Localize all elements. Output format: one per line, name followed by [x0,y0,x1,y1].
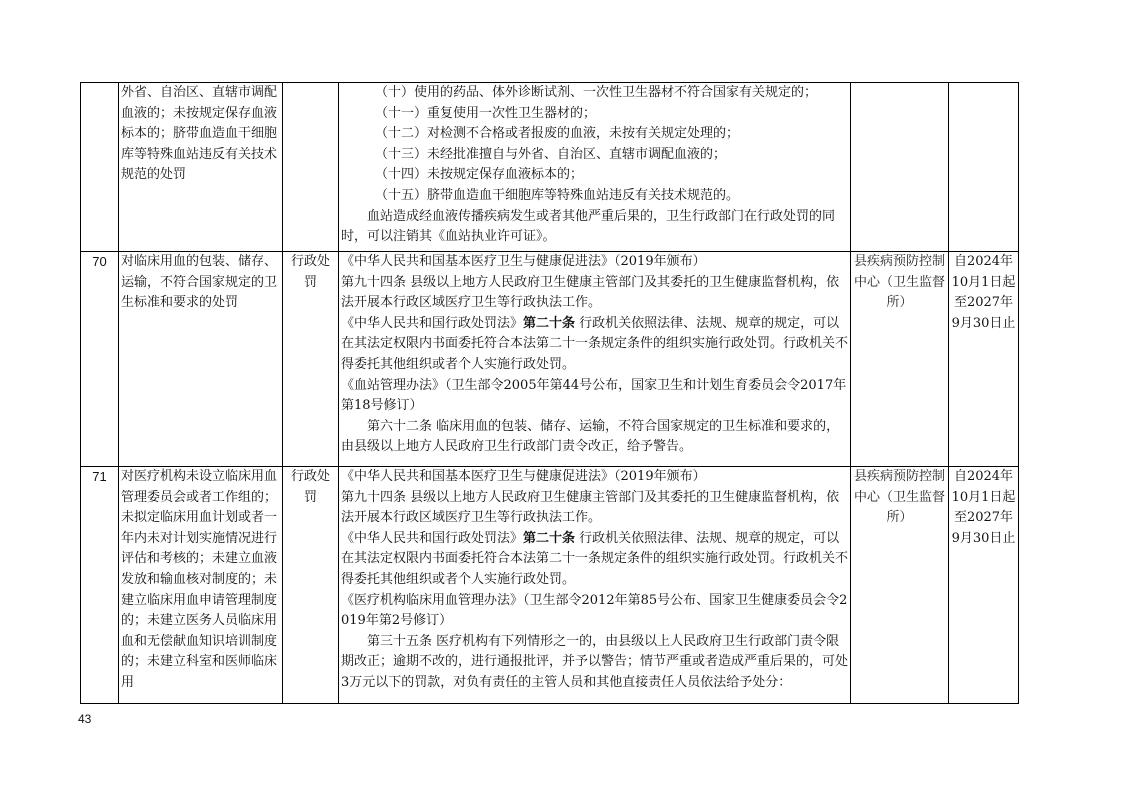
law-paragraph [341,529,848,591]
basis-item: （十二）对检测不合格或者报废的血液，未按有关规定处理的； [375,126,740,142]
page-number: 43 [78,712,92,726]
article-label: 第二十条 [523,315,576,331]
basis-item: （十五）脐带血造血干细胞库等特殊血站违反有关技术规范的。 [375,187,740,203]
period-cell: 自2024年10月1日起至2027年9月30日止 [949,467,1019,704]
penalty-type-cell [283,83,339,252]
row-number [81,83,119,252]
department-cell [851,83,949,252]
law-article: 行政机关依照法律、法规、规章的规定，可以在其法定权限内书面委托符合本法第二十一条规定条件的组织实施行政处罚。行政机关不得委托其他组织或者个人实施行政处罚。 [341,530,849,587]
legal-basis-cell [339,467,851,704]
table-row [81,83,1019,252]
period-cell: 自2024年10月1日起至2027年9月30日止 [949,252,1019,467]
table-row [81,252,1019,467]
law-article: 第九十四条 县级以上地方人民政府卫生健康主管部门及其委托的卫生健康监督机构，依法开展本行政区域医疗卫生等行政执法工作。 [341,489,840,526]
penalty-type-cell: 行政处罚 [283,467,339,704]
law-article: 第六十二条 临床用血的包装、储存、运输，不符合国家规定的卫生标准和要求的，由县级以上地方人民政府卫生行政部门责令改正，给予警告。 [341,418,840,455]
penalty-table [80,82,1019,704]
basis-item: （十一）重复使用一次性卫生器材的； [375,105,597,121]
law-article: 行政机关依照法律、法规、规章的规定，可以在其法定权限内书面委托符合本法第二十一条规定条件的组织实施行政处罚。行政机关不得委托其他组织或者个人实施行政处罚。 [341,315,849,372]
item-name-cell: 对临床用血的包装、储存、运输，不符合国家规定的卫生标准和要求的处罚 [119,252,283,467]
law-title: 《中华人民共和国行政处罚法》 [341,530,524,546]
department-cell: 县疾病预防控制中心（卫生监督所） [851,252,949,467]
legal-basis-cell [339,83,851,252]
row-number: 70 [81,252,119,467]
law-title: 《血站管理办法》（卫生部令2005年第44号公布，国家卫生和计划生育委员会令2017年第18号修订） [341,377,847,414]
law-title: 《中华人民共和国基本医疗卫生与健康促进法》（2019年颁布） [341,469,706,484]
item-name-cell: 对医疗机构未设立临床用血管理委员会或者工作组的；未拟定临床用血计划或者一年内未对计划实施情况进行评估和考核的；未建立血液发放和输血核对制度的；未建立临床用血申请管理制度的；未建立医务人员临床用血和无偿献血知识培训制度的；未建立科室和医师临床用 [119,467,283,704]
basis-paragraph: 血站造成经血液传播疾病发生或者其他严重后果的，卫生行政部门在行政处罚的同时，可以注销其《血站执业许可证》。 [341,208,836,245]
period-cell [949,83,1019,252]
row-number: 71 [81,467,119,704]
penalty-type-cell: 行政处罚 [283,252,339,467]
basis-item: （十四）未按规定保存血液标本的； [375,167,584,183]
basis-item: （十三）未经批准擅自与外省、自治区、直辖市调配血液的； [375,146,727,162]
basis-item: （十）使用的药品、体外诊断试剂、一次性卫生器材不符合国家有关规定的； [375,85,818,100]
law-title: 《中华人民共和国基本医疗卫生与健康促进法》（2019年颁布） [341,254,706,269]
department-cell: 县疾病预防控制中心（卫生监督所） [851,467,949,704]
item-name-cell: 外省、自治区、直辖市调配血液的；未按规定保存血液标本的；脐带血造血干细胞库等特殊血站违反有关技术规范的处罚 [119,83,283,252]
law-title: 《医疗机构临床用血管理办法》（卫生部令2012年第85号公布、国家卫生健康委员会令2019年第2号修订） [341,592,848,629]
law-paragraph [341,314,848,376]
law-article: 第三十五条 医疗机构有下列情形之一的，由县级以上人民政府卫生行政部门责令限期改正；逾期不改的，进行通报批评，并予以警告；情节严重或者造成严重后果的，可处3万元以下的罚款，对负有责任的主管人员和其他直接责任人员依法给予处分： [341,633,849,690]
table-row [81,467,1019,704]
article-label: 第二十条 [523,530,576,546]
law-title: 《中华人民共和国行政处罚法》 [341,315,524,331]
law-article: 第九十四条 县级以上地方人民政府卫生健康主管部门及其委托的卫生健康监督机构，依法开展本行政区域医疗卫生等行政执法工作。 [341,274,840,311]
legal-basis-cell [339,252,851,467]
